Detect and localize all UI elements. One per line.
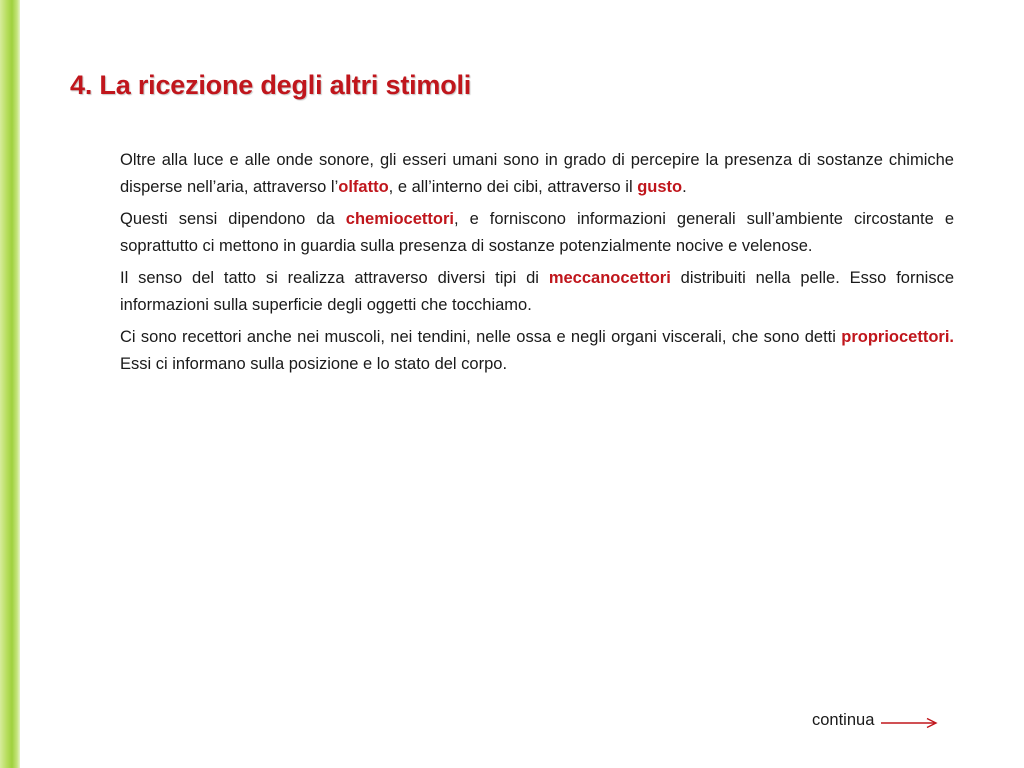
- key-term: olfatto: [338, 178, 389, 196]
- body-paragraph: [120, 147, 954, 201]
- paragraph-text: Il senso del tatto si realizza attraverso diversi tipi di: [120, 269, 549, 287]
- paragraph-text: Ci sono recettori anche nei muscoli, nei tendini, nelle ossa e negli organi viscerali, che sono detti: [120, 328, 842, 346]
- slide-title: 4. La ricezione degli altri stimoli: [70, 70, 472, 100]
- key-term: propriocettori.: [841, 328, 954, 346]
- arrow-right-icon: [880, 715, 938, 734]
- paragraph-text: .: [682, 178, 687, 196]
- paragraph-text: Questi sensi dipendono da: [120, 210, 346, 228]
- paragraph-text: Oltre alla luce e alle onde sonore, gli esseri umani sono in grado di percepire la presenza di sostanze chimiche disperse nell’aria, attraverso l’: [120, 151, 954, 196]
- paragraph-text: Essi ci informano sulla posizione e lo stato del corpo.: [120, 355, 508, 373]
- body-paragraph: [120, 324, 954, 378]
- body-paragraph: [120, 265, 954, 319]
- key-term: gusto: [637, 178, 683, 196]
- key-term: meccanocettori: [548, 269, 671, 287]
- left-accent-bar: [0, 0, 20, 768]
- body-paragraph: [120, 206, 954, 260]
- continue-label: continua: [812, 711, 875, 729]
- continue-link[interactable]: [812, 707, 938, 734]
- paragraph-text: , e all’interno dei cibi, attraverso il: [388, 178, 638, 196]
- paragraph-text: distribuiti nella pelle. Esso fornisce informazioni sulla superficie degli oggetti che tocchiamo.: [120, 269, 954, 314]
- slide-body: [120, 147, 954, 383]
- paragraph-text: , e forniscono informazioni generali sull’ambiente circostante e soprattutto ci mettono in guardia sulla presenza di sostanze potenzialmente nocive e velenose.: [120, 210, 954, 255]
- key-term: chemiocettori: [345, 210, 454, 228]
